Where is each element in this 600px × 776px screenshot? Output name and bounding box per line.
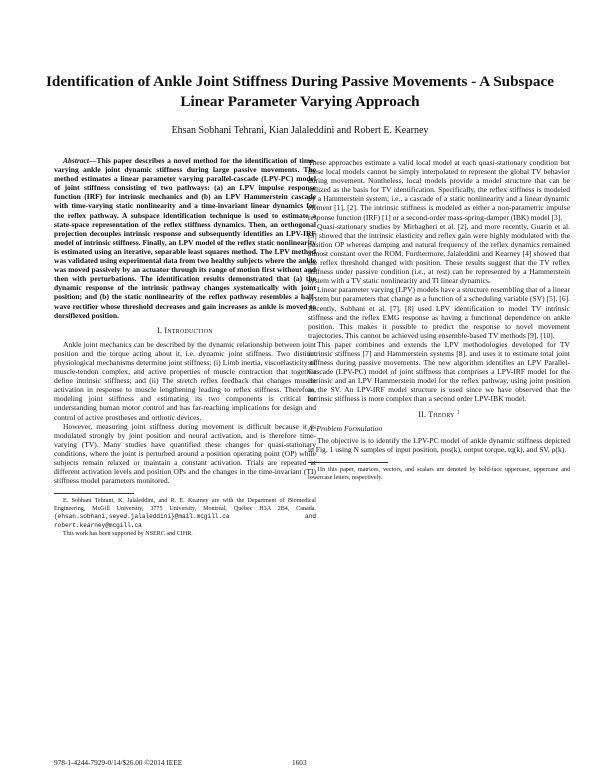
paper-title: Identification of Ankle Joint Stiffness During Passive Movements - A Subspace Linear Parameter Varying Approach xyxy=(46,73,554,110)
theory-heading-text: II. Theory xyxy=(418,409,455,419)
section-heading-introduction: I. Introduction xyxy=(157,325,213,335)
abstract-label: Abstract xyxy=(63,156,89,165)
section-heading-theory xyxy=(308,410,570,419)
subsection-heading-problem-formulation: A. Problem Formulation xyxy=(308,423,383,433)
abstract-text: —This paper describes a novel method for the identification of time-varying ankle joint dynamic stiffness during large passive movements. The method estimates a linear parameter varying parallel-cascade (LPV-PC) model of joint stiffness consisting of two pathways: (a) an LPV impulse response function (IRF) for intrinsic mechanics and (b) an LPV Hammerstein cascade with time-varying static nonlinearity and a time-invariant linear dynamics for the reflex pathway. A subspace identification technique is used to estimate a state-space representation of the reflex stiffness dynamics. Then, an orthogonal projection decouples intrinsic response and subsequently identifies an LPV-IRF model of intrinsic stiffness. Finally, an LPV model of the reflex static nonlinearity is estimated using an iterative, separable least squares method. The LPV method was validated using experimental data from two healthy subjects where the ankle was moved passively by an actuator through its range of motion first without and then with perturbations. The identification results demonstrated that (a) the dynamic response of the intrinsic pathway changes systematically with joint position; and (b) the static nonlinearity of the reflex pathway resembles a half-wave rectifier whose threshold decreases and gain increases as ankle is moved to dorsiflexed position. xyxy=(54,156,316,320)
author-list: Ehsan Sobhani Tehrani, Kian Jalaleddini and Robert E. Kearney xyxy=(171,125,429,136)
intro-paragraph-3: These approaches estimate a valid local model at each quasi-stationary condition but these local models cannot be simply interpolated to represent the global TV behavior during movement. Nontheless, local models provide a model structure that can be utilized as the basis for TV identification. Specifically, the reflex stiffness is modeled by a Hammerstein system; i.e., a cascade of a static nonlinearity and a linear dynamic element [1], [2]. The intrinsic stiffness is modeled as either a non-parametric impulse response function (IRF) [1] or a second-order mass-spring-damper (IBK) model [3]. xyxy=(308,158,570,222)
affiliation-emails: {ehsan.sobhani,seyed.jalaleddini}@mail.mcgill.ca and robert.kearney@mcgill.ca xyxy=(54,513,316,530)
theory-footnote-rule xyxy=(308,462,388,463)
theory-paragraph-1: The objective is to identify the LPV-PC model of ankle dynamic stiffness depicted in Fig. 1 using N samples of input position, pos(k), output torque, tq(k), and SV, ρ(k). xyxy=(308,435,570,454)
page-number: 1603 xyxy=(292,758,307,767)
affiliation-text: E. Sobhani Tehrani, K. Jalaleddini, and R. E. Kearney are with the Department of Biomedical Engineering, McGill University, 3775 University, Montréal, Québec H3A 2B4, Canada. xyxy=(54,498,316,512)
footnote-rule xyxy=(54,493,134,494)
intro-paragraph-6: This paper combines and extends the LPV methodologies developed for TV intrinsic stiffness [7] and Hammerstein systems [8], and uses it to estimate total joint stiffness during passive movements. The new algorithm identifies an LPV Parallel-Cascade (LPV-PC) model of joint stiffness that comprises a LPV-IRF model for the intrinsic and an LPV Hammerstein model for the reflex pathway, using joint position as the SV. An LPV-IRF model structure is used since we have observed that the intrinsic stiffness is more complex than a second order LPV-IBK model. xyxy=(308,339,570,404)
isbn-footer: 978-1-4244-7929-0/14/$26.00 ©2014 IEEE xyxy=(54,758,183,767)
abstract xyxy=(54,156,316,320)
support-footnote: This work has been supported by NSERC and CIHR. xyxy=(63,530,193,537)
intro-paragraph-2: However, measuring joint stiffness during movement is difficult because it is modulated strongly by joint position and neural activation, and is therefore time-varying (TV). Many studies have quantified these changes for quasi-stationary conditions, where the joint is perturbed around a position operating point (OP) while subjects remain relaxed or maintain a constant activation. Trials are repeated at different activation levels and position OPs and the changes in the time-invariant (TI) stiffness model parameters monitored. xyxy=(54,421,316,486)
right-column xyxy=(308,158,570,482)
intro-paragraph-1: Ankle joint mechanics can be described by the dynamic relationship between joint position and the torque acting about it, i.e. dynamic joint stiffness. Two distinct physiological mechanisms determine joint stiffness: (i) Limb inertia, viscoelasticity of muscle-tendon complex, and active properties of muscle contraction that together define intrinsic stiffness; and (ii) The stretch reflex feedback that changes muscle activation in response to muscle lengthening leading to reflex stiffness. Therefore, modeling joint stiffness and estimating its two components is critical for understanding human motor control and has far-reaching implications for design and control of active prostheses and orthotic devices. xyxy=(54,339,316,422)
intro-paragraph-5: Linear parameter varying (LPV) models have a structure resembling that of a linear system but parameters that change as a function of a scheduling variable (SV) [5], [6]. Recently, Sobhani et al. [7], [8] used LPV identification to model TV intrinsic stiffness and the reflex EMG response as having a functional dependence on ankle position. This makes it possible to predict the response to novel movement trajectories. This cannot be achieved using ensemble-based TV methods [9], [10]. xyxy=(308,285,570,340)
affiliation-footnote xyxy=(54,498,316,530)
intro-paragraph-4: Quasi-stationary studies by Mirbagheri et al. [2], and more recently, Guarin et al. [3] showed that the intrinsic elasticity and reflex gain were highly modulated with the position OP whereas damping and natural frequency of the reflex dynamics remained almost constant over the ROM. Furthermore, Jalaleddini and Kearney [4] showed that the reflex threshold changed with position. These results suggest that the TV reflex stiffness under passive condition (i.e., at rest) can be represented by a Hammerstein system with a TV static nonlinearity and TI linear dynamics. xyxy=(308,221,570,286)
theory-footnote-marker: 1 xyxy=(456,408,460,415)
notation-footnote: 1In this paper, matrices, vectors, and scalars are denoted by bold-face uppercase, uppercase and lowercase letters, respectively. xyxy=(308,466,570,481)
left-column xyxy=(54,156,316,538)
